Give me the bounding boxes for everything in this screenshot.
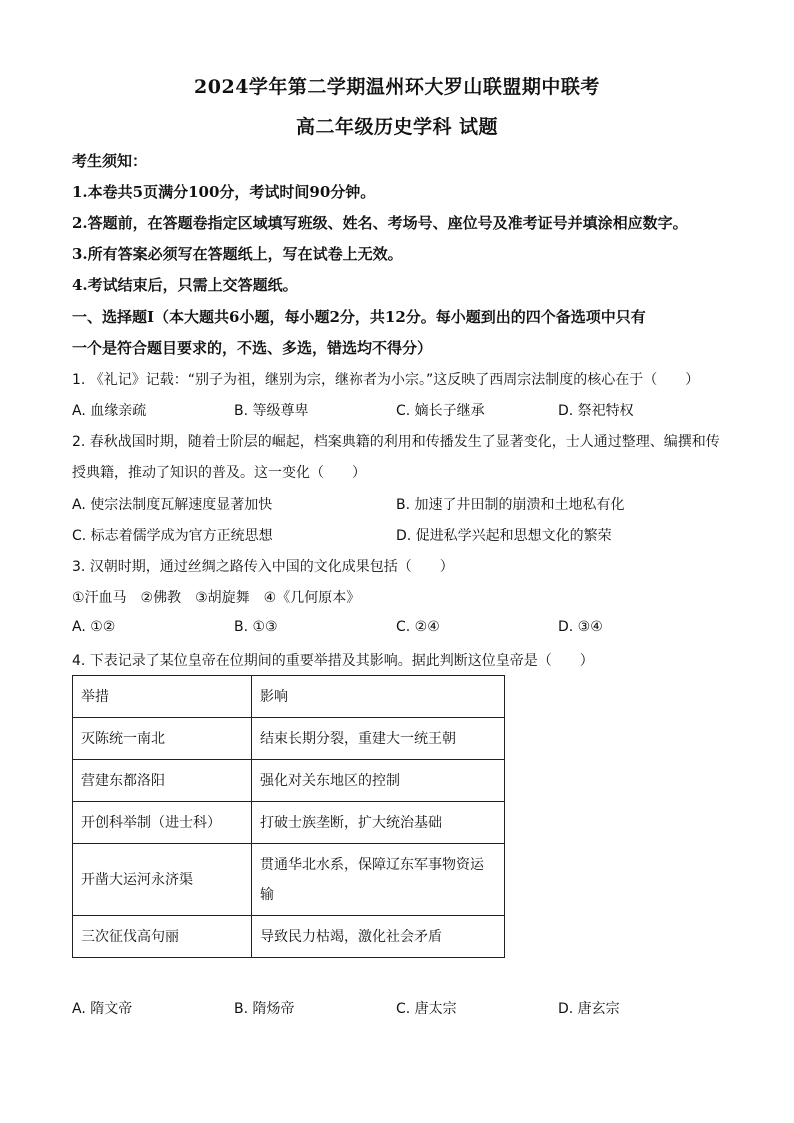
table-cell: 开创科举制（进士科）	[73, 802, 252, 844]
q1-option-d: D. 祭祀特权	[558, 403, 634, 419]
table-row	[73, 844, 505, 916]
notice-item: 2.答题前，在答题卷指定区域填写班级、姓名、考场号、座位号及准考证号并填涂相应数字。	[72, 214, 688, 232]
emperor-measures-table	[72, 675, 505, 958]
q2-option-c: C. 标志着儒学成为官方正统思想	[72, 528, 273, 544]
table-cell: 贯通华北水系，保障辽东军事物资运输	[252, 844, 505, 916]
question-3-stem: 3. 汉朝时期，通过丝绸之路传入中国的文化成果包括（ ）	[72, 559, 454, 575]
q3-option-b: B. ①③	[234, 619, 278, 635]
notice-item: 3.所有答案必须写在答题纸上，写在试卷上无效。	[72, 245, 403, 263]
q4-option-a: A. 隋文帝	[72, 1001, 133, 1017]
notice-item: 4.考试结束后，只需上交答题纸。	[72, 276, 298, 294]
table-row	[73, 916, 505, 958]
q3-option-a: A. ①②	[72, 619, 116, 635]
q4-option-c: C. 唐太宗	[396, 1001, 457, 1017]
section-heading: 一、选择题Ⅰ（本大题共6小题，每小题2分，共12分。每小题到出的四个备选项中只有	[72, 308, 646, 326]
section-heading-cont: 一个是符合题目要求的，不选、多选，错选均不得分）	[72, 339, 433, 357]
q2-option-d: D. 促进私学兴起和思想文化的繁荣	[396, 528, 612, 544]
table-cell: 导致民力枯竭，激化社会矛盾	[252, 916, 505, 958]
notice-heading: 考生须知：	[72, 152, 148, 170]
table-cell: 三次征伐高句丽	[73, 916, 252, 958]
table-row	[73, 718, 505, 760]
table-header-cell: 影响	[252, 676, 505, 718]
exam-title: 2024学年第二学期温州环大罗山联盟期中联考	[194, 76, 600, 98]
exam-subtitle: 高二年级历史学科 试题	[295, 116, 499, 138]
question-3-items: ①汗血马 ②佛教 ③胡旋舞 ④《几何原本》	[72, 590, 361, 606]
notice-item: 1.本卷共5页满分100分，考试时间90分钟。	[72, 183, 376, 201]
q4-option-d: D. 唐玄宗	[558, 1001, 620, 1017]
q1-option-a: A. 血缘亲疏	[72, 403, 147, 419]
question-1-stem: 1. 《礼记》记载：“别子为祖，继别为宗，继祢者为小宗。”这反映了西周宗法制度的核心在于（ ）	[72, 372, 700, 388]
table-row	[73, 760, 505, 802]
question-4-stem: 4. 下表记录了某位皇帝在位期间的重要举措及其影响。据此判断这位皇帝是（ ）	[72, 653, 594, 669]
table-header-row	[73, 676, 505, 718]
table-cell: 结束长期分裂，重建大一统王朝	[252, 718, 505, 760]
table-cell: 强化对关东地区的控制	[252, 760, 505, 802]
q1-option-c: C. 嫡长子继承	[396, 403, 485, 419]
q2-option-a: A. 使宗法制度瓦解速度显著加快	[72, 497, 273, 513]
table-cell: 开凿大运河永济渠	[73, 844, 252, 916]
q3-option-d: D. ③④	[558, 619, 603, 635]
question-2-stem-cont: 授典籍，推动了知识的普及。这一变化（ ）	[72, 465, 366, 481]
table-cell: 营建东都洛阳	[73, 760, 252, 802]
table-cell: 灭陈统一南北	[73, 718, 252, 760]
q2-option-b: B. 加速了井田制的崩溃和土地私有化	[396, 497, 625, 513]
table-row	[73, 802, 505, 844]
q1-option-b: B. 等级尊卑	[234, 403, 309, 419]
q3-option-c: C. ②④	[396, 619, 440, 635]
q4-option-b: B. 隋炀帝	[234, 1001, 295, 1017]
table-cell: 打破士族垄断，扩大统治基础	[252, 802, 505, 844]
question-2-stem: 2. 春秋战国时期，随着士阶层的崛起，档案典籍的利用和传播发生了显著变化，士人通过整理、编撰和传	[72, 434, 720, 450]
table-header-cell: 举措	[73, 676, 252, 718]
